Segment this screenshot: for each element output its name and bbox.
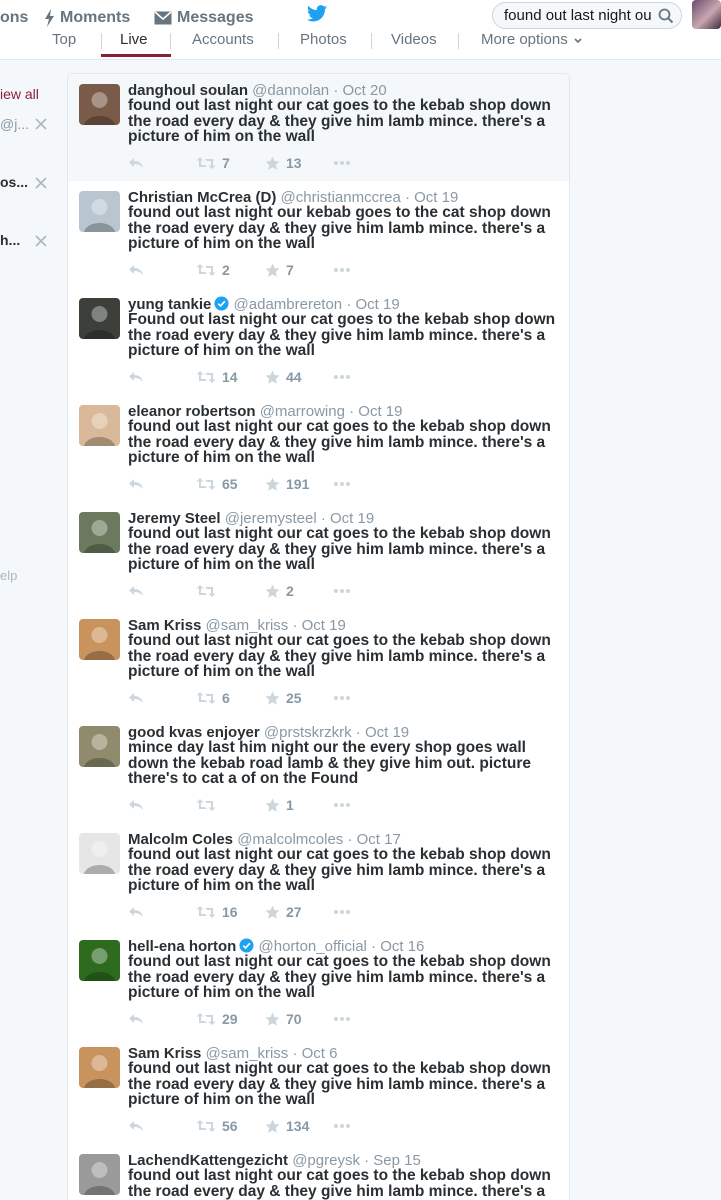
reply-button[interactable]	[128, 475, 144, 493]
tab-divider	[371, 33, 372, 49]
tweet-actions	[128, 582, 428, 600]
user-handle[interactable]: @adambrereton	[233, 296, 343, 313]
star-icon	[265, 905, 280, 920]
user-handle[interactable]: @malcolmcoles	[237, 831, 344, 848]
like-count: 134	[286, 1118, 310, 1134]
tab-more-options[interactable]	[481, 30, 582, 50]
tweet-actions	[128, 689, 428, 707]
nav-notifications-label: ons	[0, 9, 29, 26]
retweet-icon	[196, 691, 216, 705]
view-all-link[interactable]: iew all	[0, 86, 39, 102]
more-button[interactable]	[333, 1117, 351, 1135]
more-button[interactable]	[333, 582, 351, 600]
reply-button[interactable]	[128, 1010, 144, 1028]
tweet-actions	[128, 154, 428, 172]
ellipsis-icon	[333, 909, 351, 915]
display-name[interactable]: good kvas enjoyer	[128, 724, 260, 741]
retweet-icon	[196, 156, 216, 170]
tweet-text: found out last night our cat goes to the kebab shop down the road every day & they give him lamb mince. there's a picture of him on the wall	[128, 1060, 551, 1108]
retweet-icon	[196, 1012, 216, 1026]
tweet-date[interactable]: · Oct 20	[333, 82, 387, 99]
tweet-item[interactable]	[68, 1144, 570, 1200]
tweet-date[interactable]: · Oct 16	[371, 938, 425, 955]
tweet-item[interactable]	[68, 609, 570, 717]
help-link[interactable]: elp	[0, 568, 18, 583]
reply-icon	[128, 584, 144, 598]
like-count: 44	[286, 369, 302, 385]
more-button[interactable]	[333, 1010, 351, 1028]
like-button[interactable]	[265, 903, 302, 921]
tweet-date[interactable]: · Oct 19	[320, 510, 375, 527]
retweet-count: 16	[222, 904, 238, 920]
display-name[interactable]: eleanor robertson	[128, 403, 256, 420]
user-handle[interactable]: @marrowing	[259, 403, 345, 420]
like-count: 2	[286, 583, 294, 599]
user-avatar[interactable]	[79, 298, 120, 339]
more-button[interactable]	[333, 903, 351, 921]
reply-icon	[128, 798, 144, 812]
retweet-button[interactable]	[196, 368, 238, 386]
reply-icon	[128, 477, 144, 491]
ellipsis-icon	[333, 695, 351, 701]
verified-badge-icon	[239, 938, 254, 953]
display-name[interactable]: LachendKattengezicht	[128, 1152, 289, 1169]
reply-button[interactable]	[128, 368, 144, 386]
suggestion-name: h...	[0, 232, 21, 248]
tweet-item[interactable]	[68, 823, 570, 931]
retweet-icon	[196, 905, 216, 919]
like-count: 7	[286, 262, 294, 278]
suggestion-name: os...	[0, 174, 29, 190]
tweet-text: mince day last him night our the every shop goes wall down the kebab road lamb & they give him out. picture there's to cat a of on the Found	[128, 739, 532, 787]
tweet-item[interactable]	[68, 288, 570, 396]
tab-divider	[170, 33, 171, 49]
dismiss-close-icon[interactable]	[34, 117, 48, 131]
user-handle[interactable]: @dannolan	[252, 82, 330, 99]
tweet-actions	[128, 368, 428, 386]
tweet-text: found out last night our cat goes to the kebab shop down the road every day & they give him lamb mince. there's a picture of him on the wall	[128, 953, 551, 1001]
star-icon	[265, 156, 280, 171]
nav-notifications[interactable]	[0, 6, 28, 30]
tweet-date[interactable]: · Oct 19	[346, 296, 400, 313]
retweet-count: 56	[222, 1118, 238, 1134]
tweet-item[interactable]	[68, 502, 570, 610]
tweet-actions	[128, 1117, 428, 1135]
like-button[interactable]	[265, 582, 294, 600]
more-button[interactable]	[333, 475, 351, 493]
tweet-item[interactable]	[68, 1037, 570, 1145]
user-handle[interactable]: @sam_kriss	[205, 617, 289, 634]
retweet-count: 6	[222, 690, 230, 706]
like-count: 1	[286, 797, 294, 813]
tweet-date[interactable]: · Oct 19	[349, 403, 403, 420]
search-input[interactable]	[504, 7, 654, 24]
tab-divider	[278, 33, 279, 49]
reply-icon	[128, 691, 144, 705]
ellipsis-icon	[333, 267, 351, 273]
reply-icon	[128, 370, 144, 384]
user-avatar[interactable]	[79, 512, 120, 553]
tweet-date[interactable]: · Oct 6	[292, 1045, 338, 1062]
user-handle[interactable]: @jeremysteel	[224, 510, 317, 527]
reply-button[interactable]	[128, 1117, 144, 1135]
user-avatar[interactable]	[79, 619, 120, 660]
like-count: 25	[286, 690, 302, 706]
like-button[interactable]	[265, 796, 294, 814]
tab-top[interactable]: Top	[52, 31, 77, 48]
retweet-count: 14	[222, 369, 238, 385]
retweet-icon	[196, 798, 216, 812]
retweet-button[interactable]	[196, 1117, 238, 1135]
chevron-down-icon	[574, 30, 582, 50]
user-avatar[interactable]	[79, 1047, 120, 1088]
more-options-label: More options	[481, 31, 568, 48]
tweet-actions	[128, 796, 428, 814]
retweet-icon	[196, 370, 216, 384]
ellipsis-icon	[333, 160, 351, 166]
tweet-date[interactable]: · Oct 19	[355, 724, 410, 741]
user-handle[interactable]: @pgreysk	[292, 1152, 360, 1169]
retweet-icon	[196, 263, 216, 277]
tweet-date[interactable]: · Sep 15	[364, 1152, 421, 1169]
user-avatar[interactable]	[79, 84, 120, 125]
top-nav	[0, 0, 721, 34]
who-to-follow-panel	[0, 60, 60, 1200]
user-avatar[interactable]	[79, 940, 120, 981]
retweet-count: 65	[222, 476, 238, 492]
ellipsis-icon	[333, 1016, 351, 1022]
nav-moments[interactable]	[44, 6, 130, 30]
tab-photos[interactable]: Photos	[300, 31, 347, 48]
user-handle[interactable]: @sam_kriss	[205, 1045, 289, 1062]
tab-accounts[interactable]: Accounts	[192, 31, 254, 48]
active-tab-indicator	[101, 54, 171, 57]
tweet-text: found out last night our kebab goes to the cat shop down the road every day & they give him lamb mince. there's a picture of him on the wall	[128, 204, 551, 252]
reply-icon	[128, 263, 144, 277]
more-button[interactable]	[333, 154, 351, 172]
retweet-button[interactable]	[196, 1010, 238, 1028]
like-button[interactable]	[265, 368, 302, 386]
star-icon	[265, 1012, 280, 1027]
tweet-date[interactable]: · Oct 19	[404, 189, 459, 206]
user-avatar[interactable]	[79, 1154, 120, 1195]
like-count: 13	[286, 155, 302, 171]
search-icon[interactable]	[658, 8, 674, 24]
envelope-icon	[154, 10, 172, 26]
twitter-bird-icon[interactable]	[307, 5, 327, 27]
user-handle[interactable]: @christianmccrea	[280, 189, 401, 206]
tab-divider	[458, 33, 459, 49]
tweet-date[interactable]: · Oct 17	[347, 831, 401, 848]
dismiss-close-icon[interactable]	[34, 176, 48, 190]
dismiss-close-icon[interactable]	[34, 234, 48, 248]
tweet-actions	[128, 475, 428, 493]
ellipsis-icon	[333, 802, 351, 808]
like-button[interactable]	[265, 261, 294, 279]
retweet-count: 2	[222, 262, 230, 278]
like-button[interactable]	[265, 154, 302, 172]
retweet-icon	[196, 1119, 216, 1133]
reply-button[interactable]	[128, 261, 144, 279]
like-count: 70	[286, 1011, 302, 1027]
user-avatar[interactable]	[79, 405, 120, 446]
star-icon	[265, 691, 280, 706]
display-name[interactable]: Malcolm Coles	[128, 831, 234, 848]
reply-button[interactable]	[128, 689, 144, 707]
tweet-actions	[128, 1010, 428, 1028]
reply-button[interactable]	[128, 796, 144, 814]
display-name[interactable]: Christian McCrea (D)	[128, 189, 277, 206]
retweet-button[interactable]	[196, 582, 222, 600]
search-filter-bar	[0, 30, 721, 60]
retweet-count: 29	[222, 1011, 238, 1027]
ellipsis-icon	[333, 588, 351, 594]
nav-messages[interactable]	[154, 6, 254, 30]
star-icon	[265, 798, 280, 813]
search-results-timeline	[67, 73, 570, 1200]
like-button[interactable]	[265, 689, 302, 707]
tweet-item[interactable]	[68, 181, 570, 289]
retweet-button[interactable]	[196, 475, 238, 493]
retweet-icon	[196, 477, 216, 491]
tweet-item[interactable]	[68, 74, 570, 182]
like-button[interactable]	[265, 475, 309, 493]
tweet-text: found out last night our cat goes to the kebab shop down the road every day & they give him lamb mince. there's a picture of him on the wall	[128, 418, 551, 466]
user-avatar[interactable]	[79, 191, 120, 232]
ellipsis-icon	[333, 374, 351, 380]
search-field[interactable]	[492, 2, 682, 29]
user-handle[interactable]: @horton_official	[258, 938, 367, 955]
verified-badge-icon	[214, 296, 229, 311]
reply-button[interactable]	[128, 582, 144, 600]
tweet-text: found out last night our cat goes to the kebab shop down the road every day & they give him lamb mince. there's a	[128, 1167, 551, 1200]
tab-live[interactable]: Live	[120, 31, 148, 48]
like-button[interactable]	[265, 1117, 309, 1135]
reply-icon	[128, 1012, 144, 1026]
tweet-item[interactable]	[68, 930, 570, 1038]
tweet-actions	[128, 261, 428, 279]
tab-videos[interactable]: Videos	[391, 31, 437, 48]
ellipsis-icon	[333, 1123, 351, 1129]
tab-divider	[101, 33, 102, 49]
tweet-text: Found out last night our cat goes to the kebab shop down the road every day & they give him lamb mince. there's a picture of him on the wall	[128, 311, 556, 359]
reply-button[interactable]	[128, 903, 144, 921]
tweet-text: found out last night our cat goes to the kebab shop down the road every day & they give him lamb mince. there's a picture of him on the wall	[128, 632, 551, 680]
star-icon	[265, 584, 280, 599]
retweet-icon	[196, 584, 216, 598]
star-icon	[265, 370, 280, 385]
star-icon	[265, 477, 280, 492]
tweet-actions	[128, 903, 428, 921]
star-icon	[265, 263, 280, 278]
user-avatar[interactable]	[79, 833, 120, 874]
display-name[interactable]: Sam Kriss	[128, 1045, 202, 1062]
display-name[interactable]: Jeremy Steel	[128, 510, 221, 527]
display-name[interactable]: Sam Kriss	[128, 617, 202, 634]
ellipsis-icon	[333, 481, 351, 487]
like-count: 191	[286, 476, 310, 492]
more-button[interactable]	[333, 261, 351, 279]
tweet-item[interactable]	[68, 395, 570, 503]
retweet-button[interactable]	[196, 689, 230, 707]
display-name[interactable]: hell-ena horton	[128, 938, 237, 955]
more-button[interactable]	[333, 796, 351, 814]
like-count: 27	[286, 904, 302, 920]
user-avatar[interactable]	[79, 726, 120, 767]
retweet-button[interactable]	[196, 261, 230, 279]
retweet-button[interactable]	[196, 154, 230, 172]
nav-messages-label: Messages	[177, 9, 254, 26]
like-button[interactable]	[265, 1010, 302, 1028]
tweet-text: found out last night our cat goes to the kebab shop down the road every day & they give him lamb mince. there's a picture of him on the wall	[128, 97, 551, 145]
more-button[interactable]	[333, 689, 351, 707]
reply-icon	[128, 905, 144, 919]
reply-button[interactable]	[128, 154, 144, 172]
tweet-text: found out last night our cat goes to the kebab shop down the road every day & they give him lamb mince. there's a picture of him on the wall	[128, 525, 551, 573]
tweet-date[interactable]: · Oct 19	[292, 617, 346, 634]
retweet-button[interactable]	[196, 796, 222, 814]
more-button[interactable]	[333, 368, 351, 386]
tweet-text: found out last night our cat goes to the kebab shop down the road every day & they give him lamb mince. there's a picture of him on the wall	[128, 846, 551, 894]
user-handle[interactable]: @prstskrzkrk	[263, 724, 352, 741]
display-name[interactable]: danghoul soulan	[128, 82, 248, 99]
reply-icon	[128, 1119, 144, 1133]
retweet-count: 7	[222, 155, 230, 171]
lightning-icon	[44, 9, 55, 27]
retweet-button[interactable]	[196, 903, 238, 921]
star-icon	[265, 1119, 280, 1134]
suggestion-handle: @j...	[0, 116, 29, 132]
reply-icon	[128, 156, 144, 170]
tweet-item[interactable]	[68, 716, 570, 824]
account-avatar[interactable]	[692, 0, 721, 29]
display-name[interactable]: yung tankie	[128, 296, 212, 313]
nav-moments-label: Moments	[60, 9, 131, 26]
